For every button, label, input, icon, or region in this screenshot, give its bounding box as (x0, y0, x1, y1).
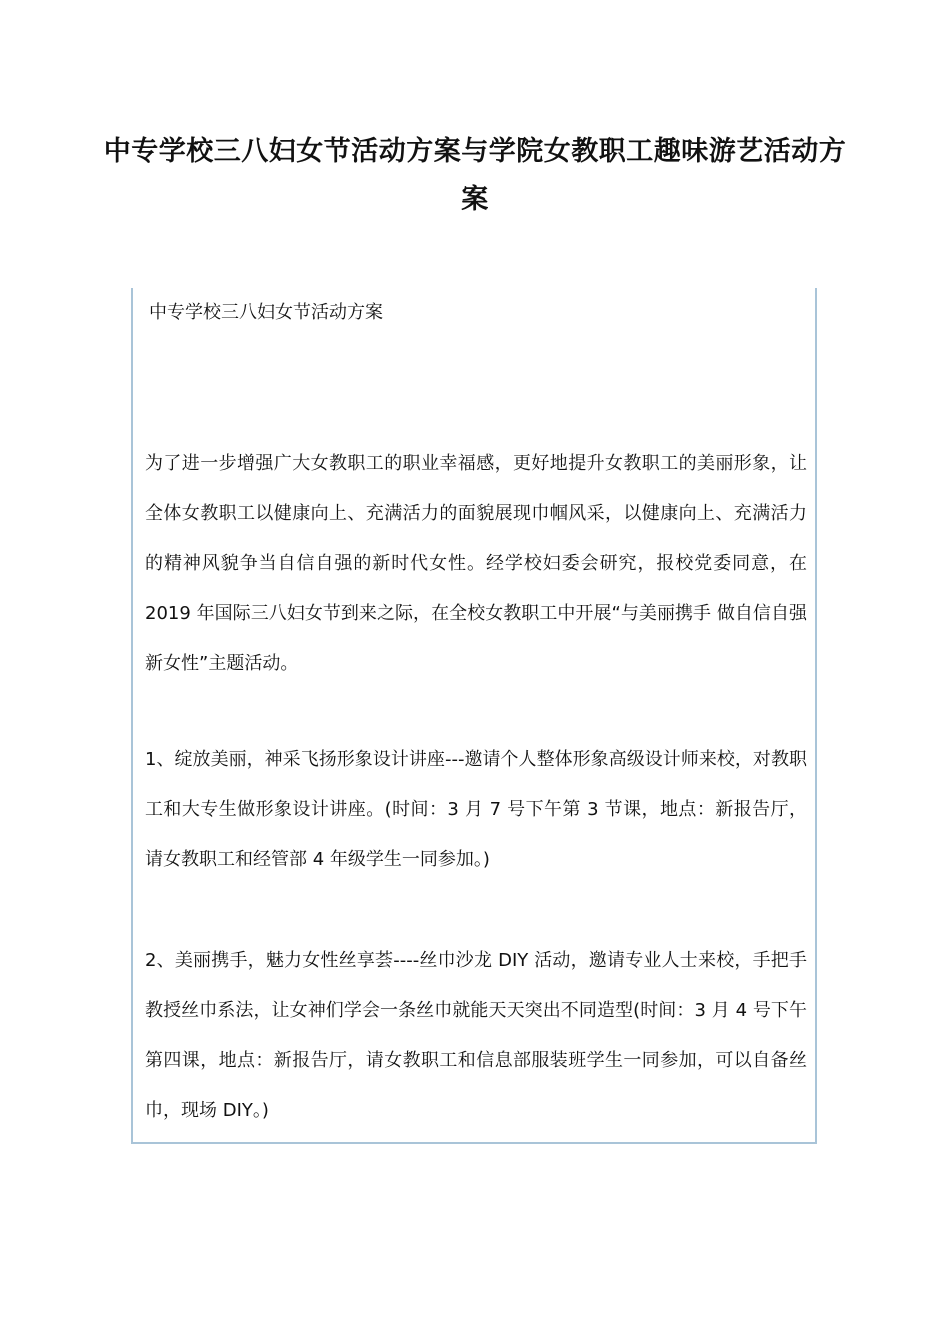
section-heading: 中专学校三八妇女节活动方案 (149, 302, 383, 323)
document-title: 中专学校三八妇女节活动方案与学院女教职工趣味游艺活动方案 (103, 136, 847, 215)
activity-item-2: 2、美丽携手，魅力女性丝享荟----丝巾沙龙 DIY 活动，邀请专业人士来校，手把手教授丝巾系法，让女神们学会一条丝巾就能天天突出不同造型(时间：3 月 4 号下午第四课，地点：新报告厅，请女教职工和信息部服装班学生一同参加，可以自备丝巾，现场 DIY。) (145, 950, 807, 1121)
content-box (131, 288, 817, 1144)
intro-paragraph: 为了进一步增强广大女教职工的职业幸福感，更好地提升女教职工的美丽形象，让全体女教职工以健康向上、充满活力的面貌展现巾帼风采，以健康向上、充满活力的精神风貌争当自信自强的新时代女性。经学校妇委会研究，报校党委同意，在 2019 年国际三八妇女节到来之际，在全校女教职工中开展“与美丽携手 做自信自强新女性”主题活动。 (145, 453, 807, 674)
activity-item-1: 1、绽放美丽，神采飞扬形象设计讲座---邀请个人整体形象高级设计师来校，对教职工和大专生做形象设计讲座。(时间：3 月 7 号下午第 3 节课，地点：新报告厅，请女教职工和经管部 4 年级学生一同参加。) (145, 749, 807, 870)
